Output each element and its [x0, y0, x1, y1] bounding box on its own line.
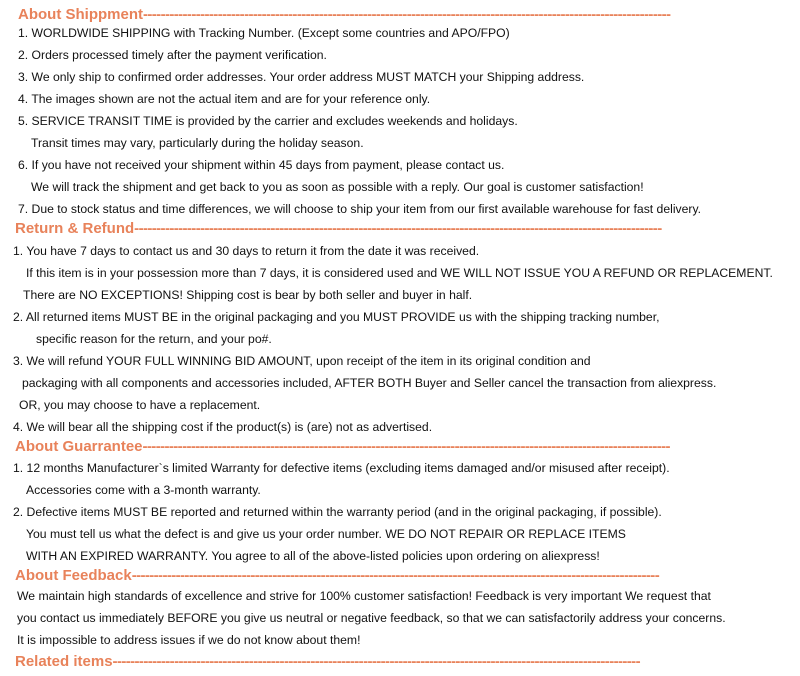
- shipment-line: 2. Orders processed timely after the payment verification.: [18, 48, 327, 62]
- refund-line: 3. We will refund YOUR FULL WINNING BID AMOUNT, upon receipt of the item in its original condition and: [13, 354, 591, 368]
- shipment-heading: [18, 6, 671, 24]
- guarantee-title: About Guarrantee: [15, 438, 143, 455]
- guarantee-line: Accessories come with a 3-month warranty.: [26, 483, 261, 497]
- heading-divider: ------------------------------------------------------------------------------------------------------------------------: [142, 6, 671, 23]
- refund-line: packaging with all components and accessories included, AFTER BOTH Buyer and Seller cancel the transaction from aliexpress.: [22, 376, 717, 390]
- shipment-line: 6. If you have not received your shipment within 45 days from payment, please contact us.: [18, 158, 505, 172]
- heading-divider: ------------------------------------------------------------------------------------------------------------------------: [112, 653, 640, 670]
- heading-divider: ------------------------------------------------------------------------------------------------------------------------: [142, 438, 670, 455]
- guarantee-line: 1. 12 months Manufacturer`s limited Warranty for defective items (excluding items damaged and/or misused after receipt).: [13, 461, 670, 475]
- feedback-line: We maintain high standards of excellence and strive for 100% customer satisfaction! Feedback is very important We request that: [17, 589, 711, 603]
- guarantee-line: WITH AN EXPIRED WARRANTY. You agree to all of the above-listed policies upon ordering on aliexpress!: [26, 549, 600, 563]
- shipment-line: 1. WORLDWIDE SHIPPING with Tracking Number. (Except some countries and APO/FPO): [18, 26, 510, 40]
- heading-divider: ------------------------------------------------------------------------------------------------------------------------: [131, 567, 660, 584]
- feedback-line: It is impossible to address issues if we do not know about them!: [17, 633, 361, 647]
- refund-line: 1. You have 7 days to contact us and 30 days to return it from the date it was received.: [13, 244, 480, 258]
- related-title: Related items: [15, 653, 113, 670]
- shipment-line: 4. The images shown are not the actual item and are for your reference only.: [18, 92, 431, 106]
- shipment-line: Transit times may vary, particularly during the holiday season.: [31, 136, 364, 150]
- shipment-title: About Shippment: [18, 6, 143, 23]
- related-heading: [15, 653, 640, 671]
- refund-title: Return & Refund: [15, 220, 135, 237]
- guarantee-heading: [15, 438, 670, 456]
- shipment-line: 3. We only ship to confirmed order addresses. Your order address MUST MATCH your Shipping address.: [18, 70, 585, 84]
- heading-divider: ------------------------------------------------------------------------------------------------------------------------: [134, 220, 662, 237]
- refund-line: There are NO EXCEPTIONS! Shipping cost is bear by both seller and buyer in half.: [23, 288, 473, 302]
- feedback-line: you contact us immediately BEFORE you give us neutral or negative feedback, so that we can satisfactorily address your concerns.: [17, 611, 726, 625]
- guarantee-line: You must tell us what the defect is and give us your order number. WE DO NOT REPAIR OR REPLACE ITEMS: [26, 527, 626, 541]
- refund-line: OR, you may choose to have a replacement.: [19, 398, 261, 412]
- shipment-line: 5. SERVICE TRANSIT TIME is provided by the carrier and excludes weekends and holidays.: [18, 114, 518, 128]
- refund-line: specific reason for the return, and your po#.: [36, 332, 272, 346]
- refund-line: 4. We will bear all the shipping cost if the product(s) is (are) not as advertised.: [13, 420, 433, 434]
- guarantee-line: 2. Defective items MUST BE reported and returned within the warranty period (and in the original packaging, if possible).: [13, 505, 662, 519]
- feedback-title: About Feedback: [15, 567, 132, 584]
- shipment-line: We will track the shipment and get back to you as soon as possible with a reply. Our goal is customer satisfaction!: [31, 180, 644, 194]
- feedback-heading: [15, 567, 660, 585]
- refund-heading: [15, 220, 662, 238]
- shipment-line: 7. Due to stock status and time differences, we will choose to ship your item from our first available warehouse for fast delivery.: [18, 202, 702, 216]
- refund-line: 2. All returned items MUST BE in the original packaging and you MUST PROVIDE us with the shipping tracking number,: [13, 310, 660, 324]
- refund-line: If this item is in your possession more than 7 days, it is considered used and WE WILL NOT ISSUE YOU A REFUND OR REPLACEMENT.: [26, 266, 773, 280]
